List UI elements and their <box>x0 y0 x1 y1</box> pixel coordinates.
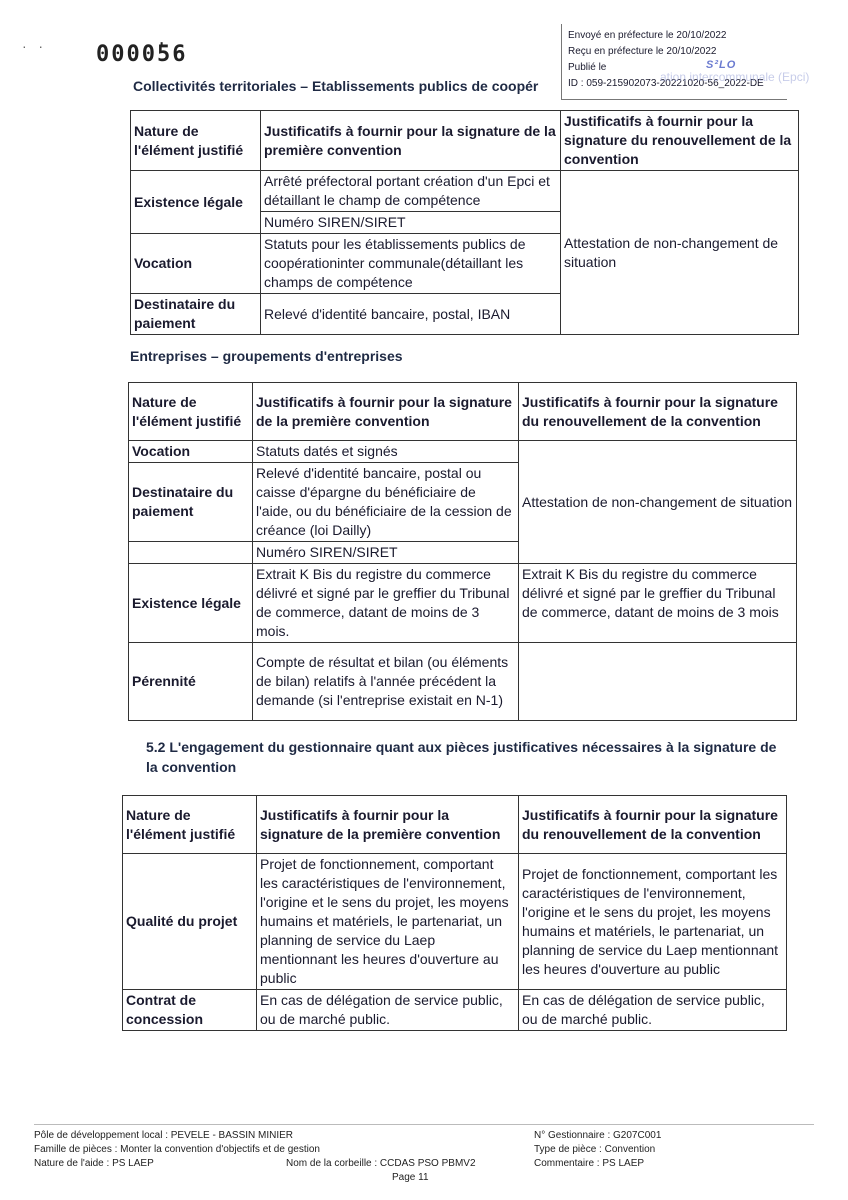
stamp-logo: S²LO <box>706 59 737 71</box>
page-number-stamp: 0000̍56 <box>96 42 188 67</box>
header-nature: Nature de l'élément justifié <box>123 796 257 854</box>
header-renew: Justificatifs à fournir pour la signature du renouvellement de la convention <box>519 796 787 854</box>
scan-marks: · · <box>22 38 43 54</box>
footer-type: Type de pièce : Convention <box>534 1144 656 1155</box>
row-renew: Projet de fonctionnement, comportant les caractéristiques de l'environnement, l'origine et le sens du projet, les moyens humains et matériels, le partenariat, un planning de service du Laep mentionnant les heures d'ouverture au public <box>519 854 787 990</box>
row-nature: Qualité du projet <box>123 854 257 990</box>
footer-corbeille: Nom de la corbeille : CCDAS PSO PBMV2 <box>286 1158 476 1169</box>
row-first: Compte de résultat et bilan (ou éléments de bilan) relatifs à l'année précédent la demande (si l'entreprise existait en N-1) <box>253 643 519 721</box>
row-nature: Destinataire du paiement <box>129 463 253 542</box>
section2-title: Entreprises – groupements d'entreprises <box>130 348 403 364</box>
stamp-received: Reçu en préfecture le 20/10/2022 <box>568 46 717 57</box>
row-first: Relevé d'identité bancaire, postal, IBAN <box>261 294 561 335</box>
row-nature: Existence légale <box>131 171 261 234</box>
table-gestionnaire <box>122 795 787 1031</box>
footer-pole: Pôle de développement local : PEVELE - BASSIN MINIER <box>34 1130 294 1141</box>
header-first: Justificatifs à fournir pour la signature de la première convention <box>253 383 519 441</box>
row-renew: Attestation de non-changement de situation <box>561 171 799 335</box>
section1-title: Collectivités territoriales – Etablissements publics de coopér <box>133 78 539 94</box>
row-first: En cas de délégation de service public, ou de marché public. <box>257 990 519 1031</box>
row-first: Statuts datés et signés <box>253 441 519 463</box>
header-renew: Justificatifs à fournir pour la signature du renouvellement de la convention <box>519 383 797 441</box>
row-first: Statuts pour les établissements publics de coopérationinter communale(détaillant les champs de compétence <box>261 234 561 294</box>
row-nature: Destinataire du paiement <box>131 294 261 335</box>
row-nature <box>129 542 253 564</box>
row-renew: En cas de délégation de service public, ou de marché public. <box>519 990 787 1031</box>
footer-divider <box>34 1124 814 1125</box>
row-nature: Contrat de concession <box>123 990 257 1031</box>
header-first: Justificatifs à fournir pour la signature de la première convention <box>261 111 561 171</box>
row-nature: Vocation <box>131 234 261 294</box>
prefecture-stamp <box>561 24 787 100</box>
row-nature: Pérennité <box>129 643 253 721</box>
header-nature: Nature de l'élément justifié <box>129 383 253 441</box>
row-renew: Extrait K Bis du registre du commerce délivré et signé par le greffier du Tribunal de commerce, datant de moins de 3 mois <box>519 564 797 643</box>
table-entreprises <box>128 382 797 721</box>
row-first: Extrait K Bis du registre du commerce délivré et signé par le greffier du Tribunal de commerce, datant de moins de 3 mois. <box>253 564 519 643</box>
row-renew <box>519 643 797 721</box>
row-first: Numéro SIREN/SIRET <box>261 212 561 234</box>
footer-commentaire: Commentaire : PS LAEP <box>534 1158 645 1169</box>
row-first: Arrêté préfectoral portant création d'un Epci et détaillant le champ de compétence <box>261 171 561 212</box>
header-renew: Justificatifs à fournir pour la signature du renouvellement de la convention <box>561 111 799 171</box>
row-first: Relevé d'identité bancaire, postal ou caisse d'épargne du bénéficiaire de l'aide, ou du bénéficiaire de la cession de créance (loi Dailly) <box>253 463 519 542</box>
footer-page: Page 11 <box>392 1172 429 1183</box>
row-first: Projet de fonctionnement, comportant les caractéristiques de l'environnement, l'origine et le sens du projet, les moyens humains et matériels, le partenariat, un planning de service du Laep mentionnant les heures d'ouverture au public <box>257 854 519 990</box>
footer-nature: Nature de l'aide : PS LAEP <box>34 1158 154 1169</box>
header-nature: Nature de l'élément justifié <box>131 111 261 171</box>
stamp-published: Publié le <box>568 62 607 73</box>
header-first: Justificatifs à fournir pour la signature de la première convention <box>257 796 519 854</box>
stamp-sent: Envoyé en préfecture le 20/10/2022 <box>568 30 727 41</box>
footer-gestionnaire: N° Gestionnaire : G207C001 <box>534 1130 662 1141</box>
footer-famille: Famille de pièces : Monter la convention d'objectifs et de gestion <box>34 1144 320 1155</box>
row-renew: Attestation de non-changement de situation <box>519 441 797 564</box>
table-collectivites <box>130 110 799 335</box>
section3-title: 5.2 L'engagement du gestionnaire quant aux pièces justificatives nécessaires à la signature de la convention <box>146 739 777 775</box>
row-nature: Vocation <box>129 441 253 463</box>
row-nature: Existence légale <box>129 564 253 643</box>
stamp-id: ID : 059-215902073-20221020-56_2022-DE <box>568 78 764 89</box>
row-first: Numéro SIREN/SIRET <box>253 542 519 564</box>
stamp-ghost-text: ation intercommunale (Epci) <box>660 70 810 84</box>
